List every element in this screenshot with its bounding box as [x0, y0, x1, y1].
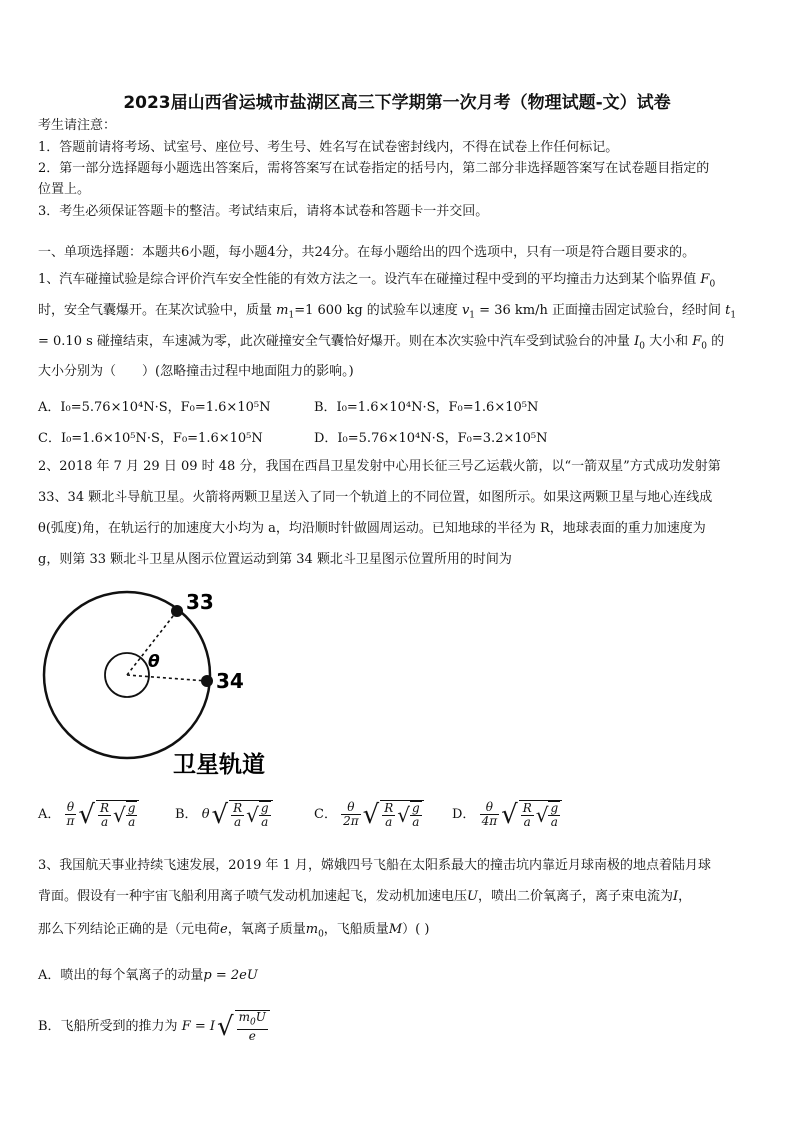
- q1-line-3: = 0.10 s 碰撞结束，车速减为零，此次碰撞安全气囊恰好爆开。则在本次实验中汽车受到试验台的冲量 $I_0$ 大小和 $F_0$ 的: [38, 334, 725, 352]
- q2-option-b[interactable]: B． θ√ $\frac{R}{a}$ √ $\frac{g}{a}$: [175, 800, 273, 829]
- q2-line-2: 33、34 颗北斗导航卫星。火箭将两颗卫星送入了同一个轨道上的不同位置，如图所示。如果这两颗卫星与地心连线成: [38, 490, 713, 505]
- q3-line-3: 那么下列结论正确的是（元电荷e，氧离子质量$m_0$，飞船质量M）( ): [38, 922, 430, 940]
- satellite-33-label: 33: [186, 590, 214, 614]
- q1-option-a[interactable]: A．I₀=5.76×10⁴N·S，F₀=1.6×10⁵N: [38, 400, 271, 415]
- q1-option-c[interactable]: C．I₀=1.6×10⁵N·S，F₀=1.6×10⁵N: [38, 431, 263, 446]
- q1-line-1: 1、汽车碰撞试验是综合评价汽车安全性能的有效方法之一。设汽车在碰撞过程中受到的平均撞击力达到某个临界值 $F_0$: [38, 272, 716, 290]
- q2-line-3: θ(弧度)角，在轨运行的加速度大小均为 a，均沿顺时针做圆周运动。已知地球的半径为 R，地球表面的重力加速度为: [38, 521, 706, 536]
- section-heading: 一、单项选择题：本题共6小题，每小题4分，共24分。在每小题给出的四个选项中，只有一项是符合题目要求的。: [38, 245, 696, 260]
- q2-option-c[interactable]: C． $\frac{\theta}{2\pi}$ √ $\frac{R}{a}$ √ $\frac{g}{a}$: [314, 800, 424, 829]
- q3-option-a[interactable]: A．喷出的每个氧离子的动量p = 2eU: [38, 968, 258, 983]
- q3-line-1: 3、我国航天事业持续飞速发展，2019 年 1 月，嫦娥四号飞船在太阳系最大的撞击坑内靠近月球南极的地点着陆月球: [38, 858, 712, 873]
- page-title: 2023届山西省运城市盐湖区高三下学期第一次月考（物理试题-文）试卷: [123, 93, 671, 113]
- q2-line-1: 2、2018 年 7 月 29 日 09 时 48 分，我国在西昌卫星发射中心用长征三号乙运载火箭，以“一箭双星”方式成功发射第: [38, 459, 721, 474]
- q1-option-d[interactable]: D．I₀=5.76×10⁴N·S，F₀=3.2×10⁵N: [314, 431, 548, 446]
- theta-label: θ: [148, 652, 160, 672]
- q2-option-a[interactable]: A． $\frac{\theta}{\pi}$ √ $\frac{R}{a}$ √ $\frac{g}{a}$: [38, 800, 139, 829]
- q1-line-2: 时，安全气囊爆开。在某次试验中，质量 $m_1=1$ 600 kg 的试验车以速度 $v_1 = 36$ km/h 正面撞击固定试验台，经时间 $t_1$: [38, 303, 737, 321]
- q3-option-b[interactable]: B．飞船所受到的推力为 F = I√ $\frac{m_0U}{e}$: [38, 1010, 270, 1043]
- figure-caption: 卫星轨道: [173, 752, 265, 778]
- notice-heading: 考生请注意：: [38, 118, 117, 133]
- q1-line-4: 大小分别为（ ）(忽略撞击过程中地面阻力的影响。): [38, 364, 354, 379]
- notice-item-1: 1．答题前请将考场、试室号、座位号、考生号、姓名写在试卷密封线内，不得在试卷上作任何标记。: [38, 140, 619, 155]
- radius-line-34: [127, 675, 207, 681]
- notice-item-2: 2．第一部分选择题每小题选出答案后，需将答案写在试卷指定的括号内，第二部分非选择题答案写在试卷题目指定的: [38, 161, 710, 176]
- satellite-34-label: 34: [216, 669, 244, 693]
- notice-item-2-cont: 位置上。: [38, 182, 91, 197]
- q2-option-d[interactable]: D． $\frac{\theta}{4\pi}$ √ $\frac{R}{a}$ √ $\frac{g}{a}$: [452, 800, 562, 829]
- q1-option-b[interactable]: B．I₀=1.6×10⁴N·S，F₀=1.6×10⁵N: [314, 400, 539, 415]
- q2-line-4: g，则第 33 颗北斗卫星从图示位置运动到第 34 颗北斗卫星图示位置所用的时间为: [38, 552, 512, 567]
- satellite-34-dot: [201, 675, 213, 687]
- satellite-33-dot: [171, 605, 183, 617]
- q3-line-2: 背面。假设有一种宇宙飞船利用离子喷气发动机加速起飞，发动机加速电压U，喷出二价氧离子，离子束电流为I，: [38, 889, 692, 904]
- notice-item-3: 3．考生必须保证答题卡的整洁。考试结束后，请将本试卷和答题卡一并交回。: [38, 204, 489, 219]
- satellite-orbit-figure: [40, 582, 280, 782]
